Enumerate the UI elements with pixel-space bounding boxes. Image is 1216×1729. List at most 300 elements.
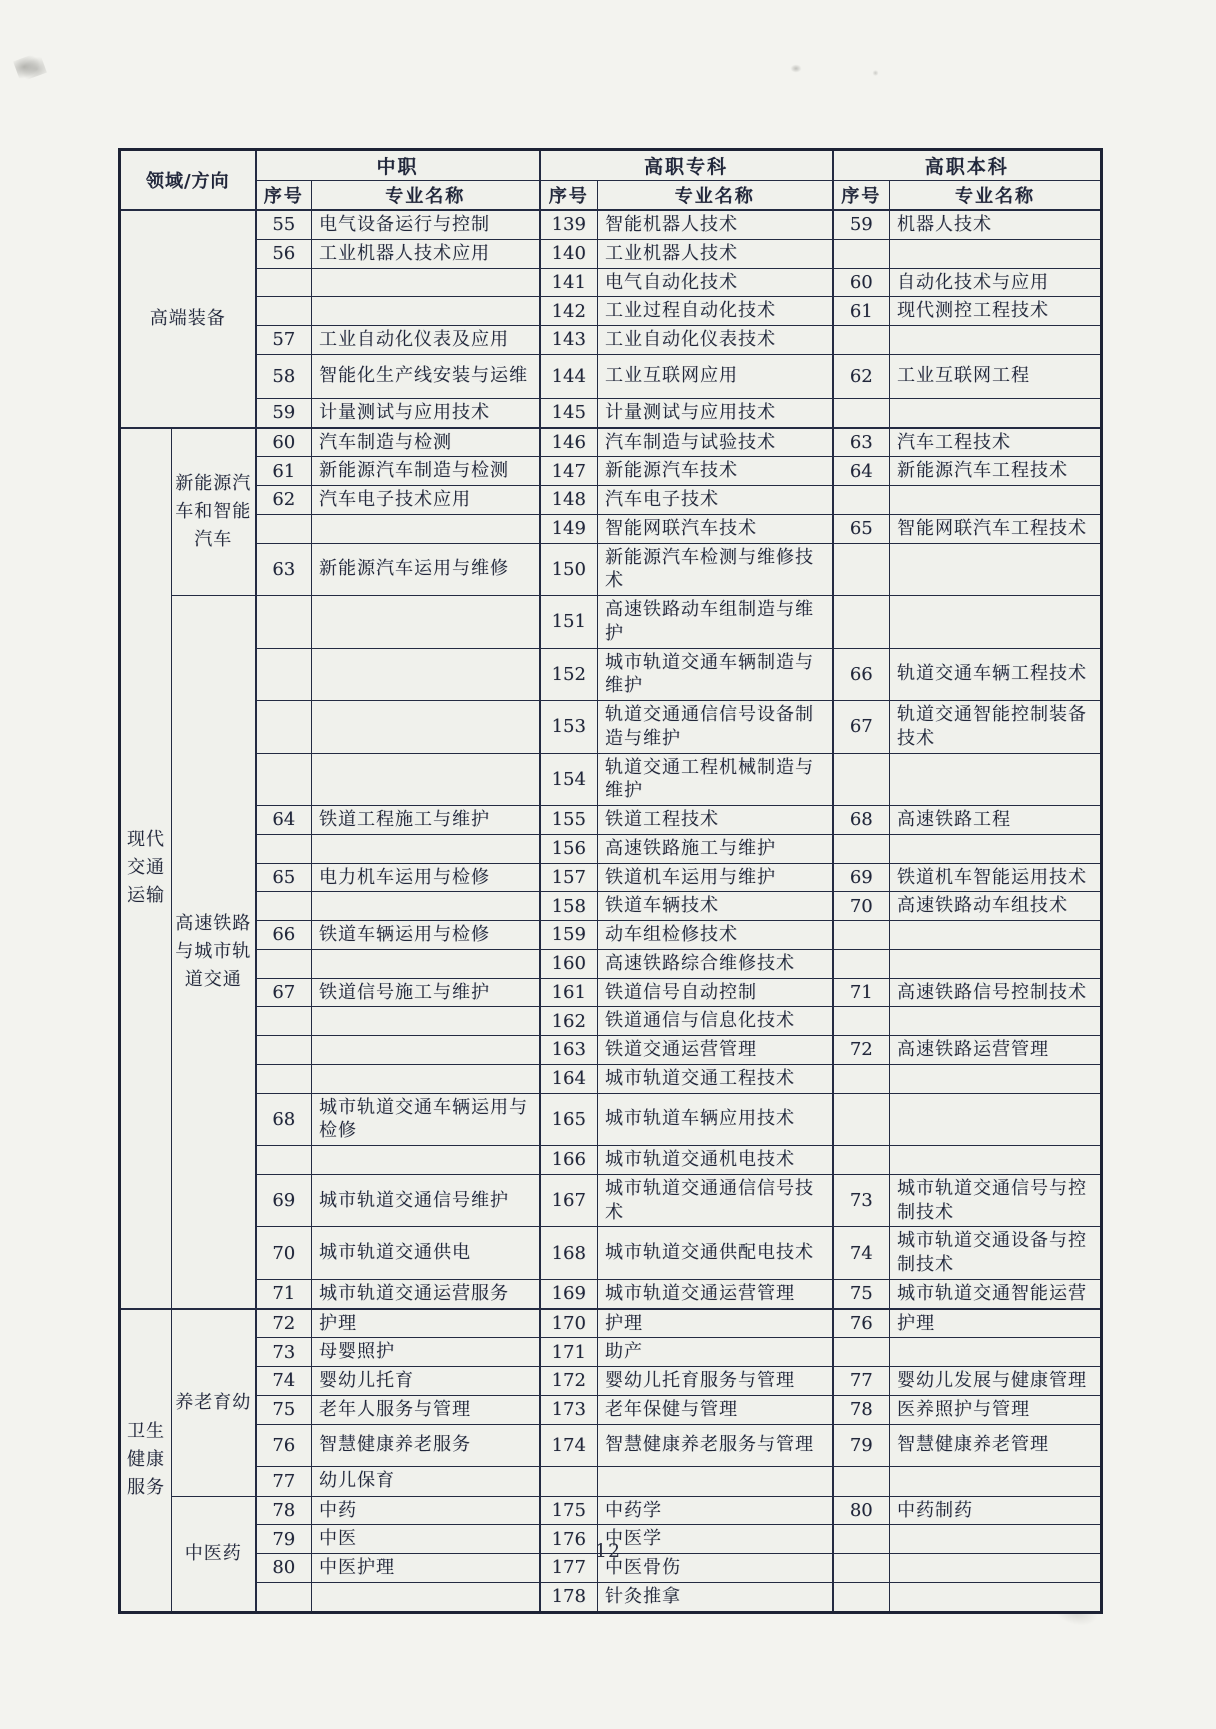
major-cell: 铁道信号施工与维护 [312, 978, 540, 1007]
table-row [120, 354, 1102, 398]
major-cell: 城市轨道交通工程技术 [598, 1064, 833, 1093]
index-cell: 176 [540, 1525, 598, 1554]
major-cell: 自动化技术与应用 [890, 268, 1102, 297]
index-cell: 80 [256, 1554, 312, 1583]
index-cell: 61 [256, 457, 312, 486]
index-cell [256, 596, 312, 649]
index-cell: 65 [833, 514, 890, 543]
table-row [120, 949, 1102, 978]
major-cell: 铁道车辆运用与检修 [312, 921, 540, 950]
major-cell: 轨道交通工程机械制造与维护 [598, 753, 833, 806]
index-cell: 78 [256, 1496, 312, 1525]
index-cell [833, 239, 890, 268]
major-cell: 护理 [598, 1309, 833, 1338]
table-row [120, 1466, 1102, 1496]
index-cell: 167 [540, 1174, 598, 1227]
major-cell: 新能源汽车工程技术 [890, 457, 1102, 486]
index-cell: 151 [540, 596, 598, 649]
major-cell: 工业互联网应用 [598, 354, 833, 398]
index-cell: 173 [540, 1395, 598, 1424]
index-cell: 155 [540, 806, 598, 835]
scan-artifact [790, 64, 802, 73]
major-cell [312, 701, 540, 754]
major-cell: 中医护理 [312, 1554, 540, 1583]
major-cell: 高速铁路信号控制技术 [890, 978, 1102, 1007]
major-cell [890, 1093, 1102, 1146]
subcategory-cell: 新能源汽车和智能汽车 [172, 428, 256, 596]
index-cell: 77 [833, 1367, 890, 1396]
major-cell: 铁道车辆技术 [598, 892, 833, 921]
index-cell: 161 [540, 978, 598, 1007]
major-cell: 新能源汽车检测与维修技术 [598, 543, 833, 596]
index-cell [833, 486, 890, 515]
index-cell: 72 [833, 1036, 890, 1065]
index-cell: 160 [540, 949, 598, 978]
major-cell: 高速铁路综合维修技术 [598, 949, 833, 978]
major-cell [312, 892, 540, 921]
table-row [120, 486, 1102, 515]
index-cell: 59 [833, 210, 890, 239]
major-cell: 高速铁路动车组技术 [890, 892, 1102, 921]
major-cell: 城市轨道车辆应用技术 [598, 1093, 833, 1146]
major-cell: 中医骨伤 [598, 1554, 833, 1583]
index-cell: 149 [540, 514, 598, 543]
table-row [120, 326, 1102, 355]
index-header: 序号 [540, 181, 598, 211]
table-row [120, 1174, 1102, 1227]
index-cell [833, 1064, 890, 1093]
major-cell: 轨道交通通信信号设备制造与维护 [598, 701, 833, 754]
major-cell [312, 949, 540, 978]
major-cell: 护理 [312, 1309, 540, 1338]
scan-artifact [13, 52, 47, 82]
major-cell [890, 543, 1102, 596]
index-cell [833, 326, 890, 355]
index-cell: 73 [833, 1174, 890, 1227]
category-cell: 卫生健康服务 [120, 1309, 172, 1613]
index-cell [256, 834, 312, 863]
major-cell: 智慧健康养老服务 [312, 1424, 540, 1466]
table-row [120, 1007, 1102, 1036]
majors-table [118, 148, 1103, 1614]
index-cell: 166 [540, 1146, 598, 1175]
major-cell [312, 753, 540, 806]
major-cell: 城市轨道交通通信信号技术 [598, 1174, 833, 1227]
index-cell [833, 1338, 890, 1367]
index-cell: 64 [833, 457, 890, 486]
index-cell [833, 543, 890, 596]
major-name-header: 专业名称 [598, 181, 833, 211]
table-row [120, 1064, 1102, 1093]
index-cell: 147 [540, 457, 598, 486]
index-cell: 154 [540, 753, 598, 806]
major-cell: 轨道交通车辆工程技术 [890, 648, 1102, 701]
major-cell: 高速铁路动车组制造与维护 [598, 596, 833, 649]
major-cell: 高速铁路施工与维护 [598, 834, 833, 863]
index-cell [833, 1582, 890, 1612]
index-cell: 157 [540, 863, 598, 892]
index-cell: 70 [833, 892, 890, 921]
table-row [120, 834, 1102, 863]
scan-artifact [872, 70, 879, 76]
major-cell: 铁道工程施工与维护 [312, 806, 540, 835]
index-cell: 71 [833, 978, 890, 1007]
major-cell: 中药 [312, 1496, 540, 1525]
index-cell: 76 [256, 1424, 312, 1466]
index-cell: 69 [256, 1174, 312, 1227]
major-cell: 城市轨道交通供配电技术 [598, 1227, 833, 1280]
major-cell [890, 398, 1102, 427]
header-group-row [120, 150, 1102, 181]
index-header: 序号 [256, 181, 312, 211]
index-cell [833, 398, 890, 427]
index-cell [833, 1146, 890, 1175]
major-cell [312, 1582, 540, 1612]
index-cell: 75 [256, 1395, 312, 1424]
major-cell: 智能化生产线安装与运维 [312, 354, 540, 398]
major-cell: 婴幼儿托育服务与管理 [598, 1367, 833, 1396]
major-cell [312, 648, 540, 701]
index-cell: 67 [256, 978, 312, 1007]
major-cell [312, 297, 540, 326]
index-cell: 152 [540, 648, 598, 701]
table-row [120, 1036, 1102, 1065]
index-cell [833, 834, 890, 863]
index-cell [256, 753, 312, 806]
table-row [120, 1093, 1102, 1146]
index-cell: 148 [540, 486, 598, 515]
index-cell [256, 949, 312, 978]
major-cell: 城市轨道交通信号与控制技术 [890, 1174, 1102, 1227]
major-cell: 智慧健康养老服务与管理 [598, 1424, 833, 1466]
index-cell: 65 [256, 863, 312, 892]
index-cell: 60 [833, 268, 890, 297]
major-name-header: 专业名称 [890, 181, 1102, 211]
index-cell: 174 [540, 1424, 598, 1466]
major-cell: 汽车制造与检测 [312, 428, 540, 457]
index-cell: 158 [540, 892, 598, 921]
major-cell: 铁道交通运营管理 [598, 1036, 833, 1065]
major-cell: 工业过程自动化技术 [598, 297, 833, 326]
index-cell [256, 1036, 312, 1065]
index-cell: 170 [540, 1309, 598, 1338]
index-cell: 150 [540, 543, 598, 596]
table-row [120, 428, 1102, 457]
index-cell: 143 [540, 326, 598, 355]
secondary-vocational-header: 中职 [256, 150, 540, 181]
table-row [120, 297, 1102, 326]
major-cell: 铁道机车智能运用技术 [890, 863, 1102, 892]
index-cell [833, 1466, 890, 1496]
major-cell [312, 1064, 540, 1093]
major-cell: 城市轨道交通信号维护 [312, 1174, 540, 1227]
category-cell: 现代交通运输 [120, 428, 172, 1309]
index-cell: 74 [256, 1367, 312, 1396]
index-cell: 145 [540, 398, 598, 427]
index-cell: 55 [256, 210, 312, 239]
major-cell: 铁道通信与信息化技术 [598, 1007, 833, 1036]
table-row [120, 1582, 1102, 1612]
index-cell: 153 [540, 701, 598, 754]
table-row [120, 210, 1102, 239]
index-cell: 75 [833, 1279, 890, 1308]
major-cell: 工业互联网工程 [890, 354, 1102, 398]
major-cell: 城市轨道交通供电 [312, 1227, 540, 1280]
table-row [120, 863, 1102, 892]
major-cell: 新能源汽车制造与检测 [312, 457, 540, 486]
index-cell: 58 [256, 354, 312, 398]
major-cell: 汽车工程技术 [890, 428, 1102, 457]
major-cell: 中药制药 [890, 1496, 1102, 1525]
table-row [120, 1424, 1102, 1466]
index-cell [256, 648, 312, 701]
table-row [120, 753, 1102, 806]
index-cell: 146 [540, 428, 598, 457]
index-cell: 72 [256, 1309, 312, 1338]
major-cell: 中医 [312, 1525, 540, 1554]
major-cell: 电气设备运行与控制 [312, 210, 540, 239]
table-row [120, 806, 1102, 835]
major-cell: 中药学 [598, 1496, 833, 1525]
index-header: 序号 [833, 181, 890, 211]
index-cell [833, 1007, 890, 1036]
major-cell: 汽车电子技术应用 [312, 486, 540, 515]
major-cell [890, 1064, 1102, 1093]
index-cell: 70 [256, 1227, 312, 1280]
major-cell: 现代测控工程技术 [890, 297, 1102, 326]
major-cell: 铁道信号自动控制 [598, 978, 833, 1007]
page-number: 12 [594, 1540, 622, 1562]
major-cell [312, 834, 540, 863]
major-cell: 新能源汽车技术 [598, 457, 833, 486]
major-cell: 婴幼儿托育 [312, 1367, 540, 1396]
major-cell: 老年人服务与管理 [312, 1395, 540, 1424]
index-cell: 79 [256, 1525, 312, 1554]
major-cell: 工业自动化仪表技术 [598, 326, 833, 355]
index-cell: 168 [540, 1227, 598, 1280]
table-row [120, 1279, 1102, 1308]
index-cell: 164 [540, 1064, 598, 1093]
table-row [120, 978, 1102, 1007]
index-cell: 142 [540, 297, 598, 326]
index-cell: 172 [540, 1367, 598, 1396]
domain-direction-header: 领域/方向 [120, 150, 256, 211]
index-cell [833, 921, 890, 950]
major-cell: 母婴照护 [312, 1338, 540, 1367]
major-cell [890, 949, 1102, 978]
table-row [120, 543, 1102, 596]
index-cell: 159 [540, 921, 598, 950]
subcategory-cell: 高速铁路与城市轨道交通 [172, 596, 256, 1309]
majors-table-body [120, 210, 1102, 1612]
major-cell [890, 1146, 1102, 1175]
index-cell [256, 1146, 312, 1175]
major-cell: 针灸推拿 [598, 1582, 833, 1612]
index-cell [833, 1093, 890, 1146]
major-cell: 智能网联汽车工程技术 [890, 514, 1102, 543]
major-cell: 城市轨道交通车辆制造与维护 [598, 648, 833, 701]
major-cell: 城市轨道交通车辆运用与检修 [312, 1093, 540, 1146]
major-cell: 老年保健与管理 [598, 1395, 833, 1424]
index-cell [256, 892, 312, 921]
major-cell [312, 596, 540, 649]
index-cell: 74 [833, 1227, 890, 1280]
major-cell [312, 1146, 540, 1175]
major-cell: 中医学 [598, 1525, 833, 1554]
index-cell: 62 [833, 354, 890, 398]
index-cell: 63 [833, 428, 890, 457]
table-row [120, 596, 1102, 649]
major-cell [890, 834, 1102, 863]
major-cell [890, 326, 1102, 355]
index-cell: 61 [833, 297, 890, 326]
major-cell: 城市轨道交通运营服务 [312, 1279, 540, 1308]
table-row [120, 1395, 1102, 1424]
index-cell: 178 [540, 1582, 598, 1612]
index-cell: 78 [833, 1395, 890, 1424]
index-cell: 171 [540, 1338, 598, 1367]
table-row [120, 1146, 1102, 1175]
major-cell: 动车组检修技术 [598, 921, 833, 950]
index-cell: 165 [540, 1093, 598, 1146]
major-cell: 医养照护与管理 [890, 1395, 1102, 1424]
table-row [120, 398, 1102, 427]
table-row [120, 1227, 1102, 1280]
table-row [120, 1367, 1102, 1396]
header-sub-row [120, 181, 1102, 211]
index-cell: 59 [256, 398, 312, 427]
index-cell [256, 297, 312, 326]
major-cell: 助产 [598, 1338, 833, 1367]
major-cell: 婴幼儿发展与健康管理 [890, 1367, 1102, 1396]
subcategory-cell: 中医药 [172, 1496, 256, 1612]
table-row [120, 239, 1102, 268]
index-cell [256, 514, 312, 543]
major-cell [890, 1338, 1102, 1367]
index-cell: 68 [256, 1093, 312, 1146]
major-cell [890, 1007, 1102, 1036]
major-cell: 高速铁路运营管理 [890, 1036, 1102, 1065]
table-row [120, 457, 1102, 486]
major-cell [312, 1007, 540, 1036]
major-name-header: 专业名称 [312, 181, 540, 211]
major-cell: 电力机车运用与检修 [312, 863, 540, 892]
major-cell: 城市轨道交通运营管理 [598, 1279, 833, 1308]
table-row [120, 1309, 1102, 1338]
major-cell: 工业机器人技术应用 [312, 239, 540, 268]
index-cell: 67 [833, 701, 890, 754]
index-cell: 56 [256, 239, 312, 268]
major-cell: 城市轨道交通机电技术 [598, 1146, 833, 1175]
index-cell: 71 [256, 1279, 312, 1308]
major-cell: 铁道机车运用与维护 [598, 863, 833, 892]
higher-vocational-college-header: 高职专科 [540, 150, 833, 181]
major-cell [890, 1582, 1102, 1612]
index-cell: 144 [540, 354, 598, 398]
index-cell: 77 [256, 1466, 312, 1496]
major-cell: 城市轨道交通设备与控制技术 [890, 1227, 1102, 1280]
index-cell: 141 [540, 268, 598, 297]
index-cell [540, 1466, 598, 1496]
major-cell [890, 596, 1102, 649]
major-cell: 工业机器人技术 [598, 239, 833, 268]
major-cell: 计量测试与应用技术 [598, 398, 833, 427]
index-cell [256, 268, 312, 297]
major-cell: 汽车电子技术 [598, 486, 833, 515]
index-cell: 156 [540, 834, 598, 863]
major-cell [890, 486, 1102, 515]
table-row [120, 892, 1102, 921]
table-row [120, 1338, 1102, 1367]
major-cell [312, 514, 540, 543]
major-cell: 铁道工程技术 [598, 806, 833, 835]
major-cell [312, 268, 540, 297]
table-row [120, 514, 1102, 543]
index-cell: 64 [256, 806, 312, 835]
subcategory-cell: 养老育幼 [172, 1309, 256, 1497]
major-cell [890, 1466, 1102, 1496]
major-cell: 机器人技术 [890, 210, 1102, 239]
index-cell: 60 [256, 428, 312, 457]
major-cell [312, 1036, 540, 1065]
index-cell: 66 [833, 648, 890, 701]
index-cell: 175 [540, 1496, 598, 1525]
index-cell [256, 1007, 312, 1036]
index-cell: 162 [540, 1007, 598, 1036]
index-cell: 177 [540, 1554, 598, 1583]
index-cell: 169 [540, 1279, 598, 1308]
index-cell: 80 [833, 1496, 890, 1525]
major-cell: 汽车制造与试验技术 [598, 428, 833, 457]
table-row [120, 921, 1102, 950]
major-cell: 幼儿保育 [312, 1466, 540, 1496]
major-cell: 智能网联汽车技术 [598, 514, 833, 543]
table-row [120, 1496, 1102, 1525]
major-cell: 智能机器人技术 [598, 210, 833, 239]
table-row [120, 268, 1102, 297]
major-cell [890, 239, 1102, 268]
index-cell: 57 [256, 326, 312, 355]
major-cell: 新能源汽车运用与维修 [312, 543, 540, 596]
index-cell: 76 [833, 1309, 890, 1338]
index-cell: 62 [256, 486, 312, 515]
major-cell: 工业自动化仪表及应用 [312, 326, 540, 355]
index-cell: 139 [540, 210, 598, 239]
major-cell: 智慧健康养老管理 [890, 1424, 1102, 1466]
index-cell [833, 949, 890, 978]
index-cell: 66 [256, 921, 312, 950]
major-cell: 轨道交通智能控制装备技术 [890, 701, 1102, 754]
table-row [120, 701, 1102, 754]
major-cell: 高速铁路工程 [890, 806, 1102, 835]
index-cell [256, 1582, 312, 1612]
category-cell: 高端装备 [120, 210, 256, 428]
table-row [120, 648, 1102, 701]
major-cell [890, 921, 1102, 950]
index-cell [833, 596, 890, 649]
index-cell: 140 [540, 239, 598, 268]
index-cell: 163 [540, 1036, 598, 1065]
index-cell [256, 701, 312, 754]
major-cell: 护理 [890, 1309, 1102, 1338]
index-cell: 63 [256, 543, 312, 596]
major-cell: 城市轨道交通智能运营 [890, 1279, 1102, 1308]
index-cell: 79 [833, 1424, 890, 1466]
index-cell: 69 [833, 863, 890, 892]
index-cell [833, 753, 890, 806]
table-header [120, 150, 1102, 211]
higher-vocational-undergrad-header: 高职本科 [833, 150, 1102, 181]
